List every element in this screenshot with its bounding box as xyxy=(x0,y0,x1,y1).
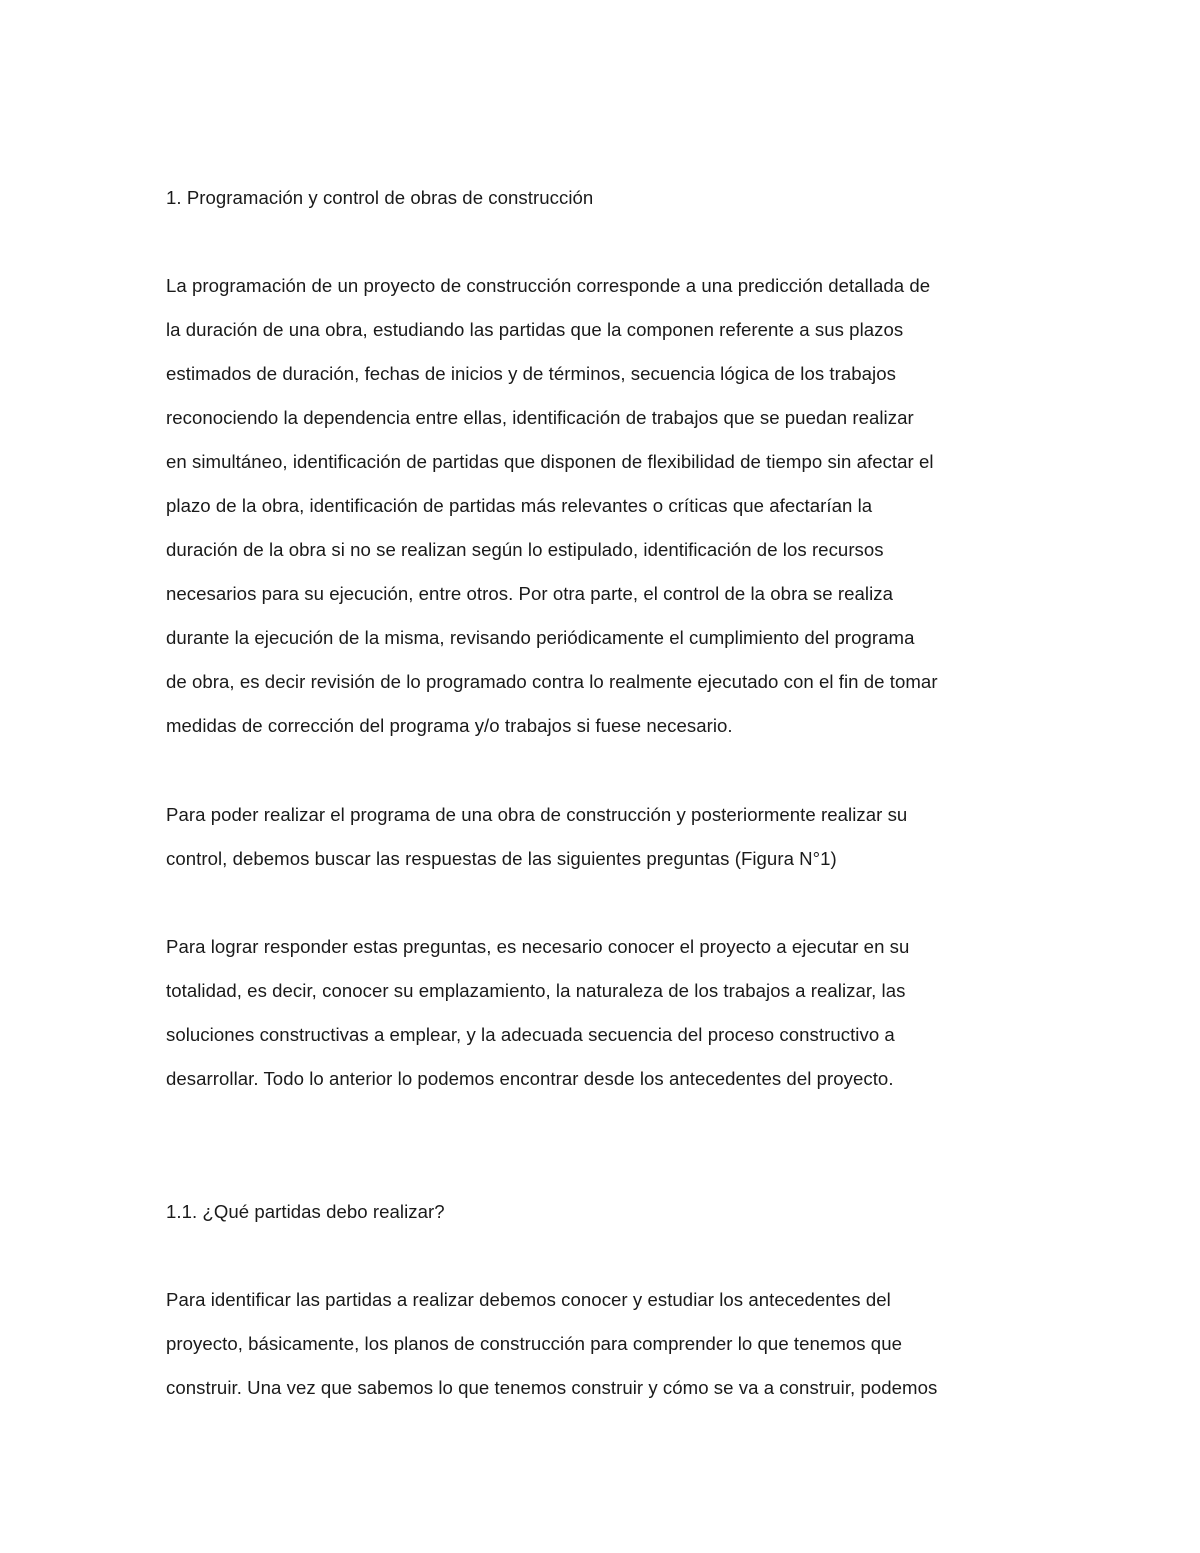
text-line: totalidad, es decir, conocer su emplazamiento, la naturaleza de los trabajos a realizar, las xyxy=(166,980,906,1001)
text-line: desarrollar. Todo lo anterior lo podemos encontrar desde los antecedentes del proyecto. xyxy=(166,1068,894,1089)
text-line: Para identificar las partidas a realizar debemos conocer y estudiar los antecedentes del xyxy=(166,1289,891,1310)
text-line: estimados de duración, fechas de inicios y de términos, secuencia lógica de los trabajos xyxy=(166,363,896,384)
text-line: soluciones constructivas a emplear, y la adecuada secuencia del proceso constructivo a xyxy=(166,1024,895,1045)
text-line: control, debemos buscar las respuestas de las siguientes preguntas (Figura N°1) xyxy=(166,848,837,869)
text-line: la duración de una obra, estudiando las partidas que la componen referente a sus plazos xyxy=(166,319,904,340)
text-line: en simultáneo, identificación de partidas que disponen de flexibilidad de tiempo sin afectar el xyxy=(166,451,934,472)
text-line: construir. Una vez que sabemos lo que tenemos construir y cómo se va a construir, podemos xyxy=(166,1377,938,1398)
text-line: proyecto, básicamente, los planos de construcción para comprender lo que tenemos que xyxy=(166,1333,902,1354)
text-line: Para poder realizar el programa de una obra de construcción y posteriormente realizar su xyxy=(166,804,908,825)
text-line: duración de la obra si no se realizan según lo estipulado, identificación de los recursos xyxy=(166,539,884,560)
text-line: reconociendo la dependencia entre ellas, identificación de trabajos que se puedan realizar xyxy=(166,407,914,428)
text-line: durante la ejecución de la misma, revisando periódicamente el cumplimiento del programa xyxy=(166,627,915,648)
section-heading: 1. Programación y control de obras de construcción xyxy=(166,187,594,208)
text-line: Para lograr responder estas preguntas, es necesario conocer el proyecto a ejecutar en su xyxy=(166,936,910,957)
text-line: plazo de la obra, identificación de partidas más relevantes o críticas que afectarían la xyxy=(166,495,873,516)
text-line: de obra, es decir revisión de lo programado contra lo realmente ejecutado con el fin de tomar xyxy=(166,671,938,692)
subsection-heading: 1.1. ¿Qué partidas debo realizar? xyxy=(166,1201,445,1222)
text-line: La programación de un proyecto de construcción corresponde a una predicción detallada de xyxy=(166,275,931,296)
text-line: necesarios para su ejecución, entre otros. Por otra parte, el control de la obra se realiza xyxy=(166,583,893,604)
text-line: medidas de corrección del programa y/o trabajos si fuese necesario. xyxy=(166,715,733,736)
